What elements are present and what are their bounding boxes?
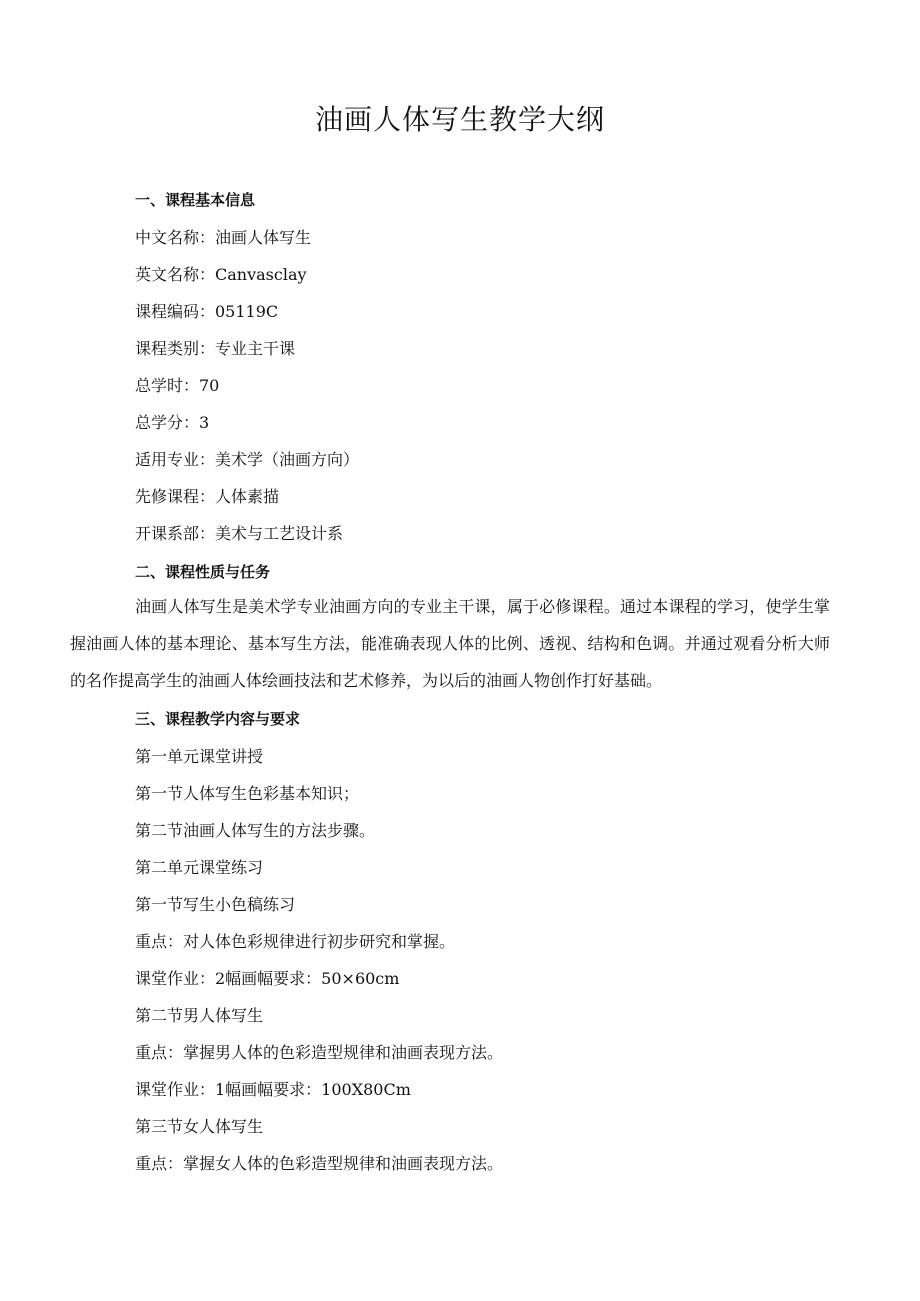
document-title: 油画人体写生教学大纲 xyxy=(314,103,605,136)
content-line: 课堂作业：1幅画幅要求：100X80Cm xyxy=(135,1080,411,1099)
content-line: 第二节男人体写生 xyxy=(135,1006,264,1025)
content-line: 第二单元课堂练习 xyxy=(135,858,264,877)
section-heading-basic-info: 一、课程基本信息 xyxy=(135,191,256,209)
info-prerequisite: 先修课程：人体素描 xyxy=(135,487,280,506)
content-line: 重点：掌握女人体的色彩造型规律和油画表现方法。 xyxy=(135,1154,504,1173)
section-heading-content-requirements: 三、课程教学内容与要求 xyxy=(135,710,301,728)
info-course-category: 课程类别：专业主干课 xyxy=(135,339,296,358)
info-applicable-major: 适用专业：美术学（油画方向） xyxy=(135,450,360,469)
section-heading-nature-tasks: 二、课程性质与任务 xyxy=(135,563,271,581)
content-line: 第一节写生小色稿练习 xyxy=(135,895,296,914)
info-english-name: 英文名称：Canvasclay xyxy=(135,265,307,284)
nature-tasks-paragraph: 油画人体写生是美术学专业油画方向的专业主干课，属于必修课程。通过本课程的学习，使学生掌握油画人体的基本理论、基本写生方法，能准确表现人体的比例、透视、结构和色调。并通过观看分析大师的名作提高学生的油画人体绘画技法和艺术修养，为以后的油画人物创作打好基础。 xyxy=(70,597,830,690)
info-chinese-name: 中文名称：油画人体写生 xyxy=(135,228,312,247)
content-line: 重点：对人体色彩规律进行初步研究和掌握。 xyxy=(135,932,456,951)
info-course-code: 课程编码：05119C xyxy=(135,302,279,321)
info-department: 开课系部：美术与工艺设计系 xyxy=(135,524,344,543)
content-line: 重点：掌握男人体的色彩造型规律和油画表现方法。 xyxy=(135,1043,504,1062)
content-line: 第三节女人体写生 xyxy=(135,1117,264,1136)
content-line: 第一单元课堂讲授 xyxy=(135,747,264,766)
content-line: 第一节人体写生色彩基本知识； xyxy=(135,784,360,803)
info-total-credits: 总学分：3 xyxy=(135,413,210,432)
content-line: 课堂作业：2幅画幅要求：50×60cm xyxy=(135,969,400,988)
info-total-hours: 总学时：70 xyxy=(135,376,220,395)
content-line: 第二节油画人体写生的方法步骤。 xyxy=(135,821,376,840)
